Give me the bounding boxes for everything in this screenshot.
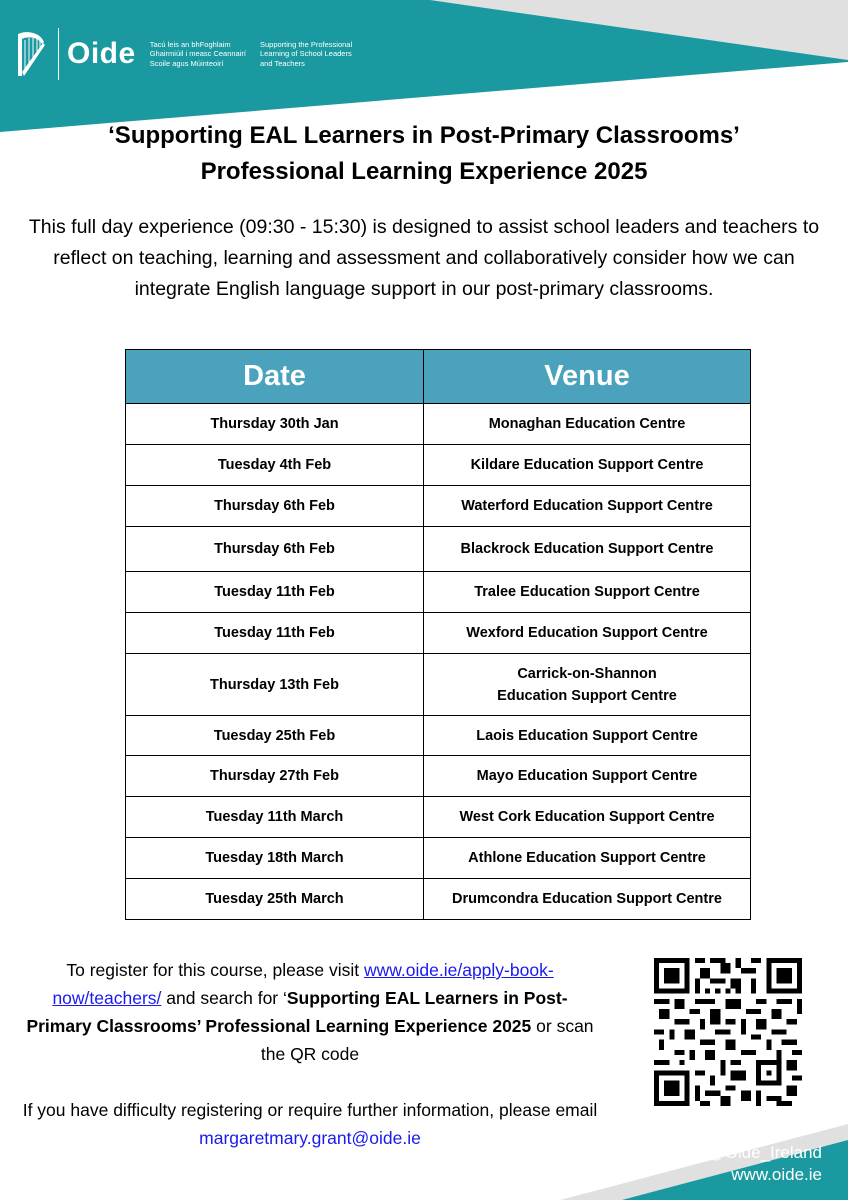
table-row	[126, 879, 751, 920]
venue-cell: Kildare Education Support Centre	[424, 445, 751, 486]
help-info: If you have difficulty registering or require further information, please email margaretmary.grant@oide.ie	[22, 1100, 598, 1148]
table-row	[126, 572, 751, 613]
table-row	[126, 613, 751, 654]
schedule-table	[125, 349, 751, 920]
venue-cell: Blackrock Education Support Centre	[424, 527, 751, 572]
date-cell: Tuesday 11th March	[126, 797, 424, 838]
venue-cell: Monaghan Education Centre	[424, 404, 751, 445]
date-cell: Thursday 30th Jan	[126, 404, 424, 445]
date-cell: Thursday 27th Feb	[126, 756, 424, 797]
date-cell: Tuesday 11th Feb	[126, 613, 424, 654]
title-line-1: ‘Supporting EAL Learners in Post-Primary Classrooms’	[108, 122, 740, 149]
tagline-english: Supporting the Professional Learning of School Leaders and Teachers	[259, 39, 353, 68]
venue-cell: Athlone Education Support Centre	[424, 838, 751, 879]
oide-logo[interactable]	[12, 26, 366, 82]
table-row	[126, 756, 751, 797]
date-cell: Tuesday 25th March	[126, 879, 424, 920]
date-cell: Tuesday 11th Feb	[126, 572, 424, 613]
table-row	[126, 716, 751, 756]
harp-icon	[12, 28, 48, 80]
title-line-2: Professional Learning Experience 2025	[200, 158, 648, 185]
date-cell: Tuesday 18th March	[126, 838, 424, 879]
date-cell: Thursday 6th Feb	[126, 486, 424, 527]
venue-cell: Laois Education Support Centre	[424, 716, 751, 756]
tagline-irish: Tacú leis an bhFoghlaim Ghairmiúil i measc Ceannairí Scoile agus Múinteoirí	[149, 39, 246, 68]
date-cell: Thursday 13th Feb	[126, 654, 424, 716]
table-row	[126, 527, 751, 572]
table-row	[126, 797, 751, 838]
twitter-handle[interactable]: @Oide_Ireland	[681, 1142, 822, 1164]
venue-cell: Waterford Education Support Centre	[424, 486, 751, 527]
page-title	[0, 118, 848, 190]
social-links	[681, 1142, 822, 1186]
column-header-venue: Venue	[424, 350, 751, 404]
registration-link[interactable]: www.oide.ie/apply-book-now/teachers/	[52, 960, 554, 1008]
date-cell: Tuesday 4th Feb	[126, 445, 424, 486]
table-row	[126, 404, 751, 445]
contact-email-link[interactable]: margaretmary.grant@oide.ie	[199, 1128, 421, 1148]
venue-cell: Mayo Education Support Centre	[424, 756, 751, 797]
venue-cell: Wexford Education Support Centre	[424, 613, 751, 654]
date-cell: Tuesday 25th Feb	[126, 716, 424, 756]
x-twitter-icon	[681, 1142, 701, 1162]
table-row	[126, 445, 751, 486]
table-row	[126, 838, 751, 879]
logo-divider	[58, 28, 59, 80]
table-row	[126, 654, 751, 716]
venue-cell: Tralee Education Support Centre	[424, 572, 751, 613]
venue-cell: Carrick-on-Shannon Education Support Centre	[424, 654, 751, 716]
table-row	[126, 486, 751, 527]
logo-wordmark: Oide	[67, 37, 136, 70]
course-name: Supporting EAL Learners in Post-Primary Classrooms’ Professional Learning Experience 2025	[26, 988, 568, 1036]
venue-cell: Drumcondra Education Support Centre	[424, 879, 751, 920]
date-cell: Thursday 6th Feb	[126, 527, 424, 572]
intro-paragraph: This full day experience (09:30 - 15:30) is designed to assist school leaders and teachers to reflect on teaching, learning and assessment and collaboratively consider how we can integrate English language support in our post-primary classrooms.	[28, 216, 820, 300]
venue-cell: West Cork Education Support Centre	[424, 797, 751, 838]
registration-info: To register for this course, please visit www.oide.ie/apply-book-now/teachers/ and search for ‘Supporting EAL Learners in Post-Primary Classrooms’ Professional Learning Experience 2025 or scan the QR code	[26, 960, 594, 1064]
website-link[interactable]: www.oide.ie	[731, 1165, 822, 1184]
column-header-date: Date	[126, 350, 424, 404]
table-header-row	[126, 350, 751, 404]
